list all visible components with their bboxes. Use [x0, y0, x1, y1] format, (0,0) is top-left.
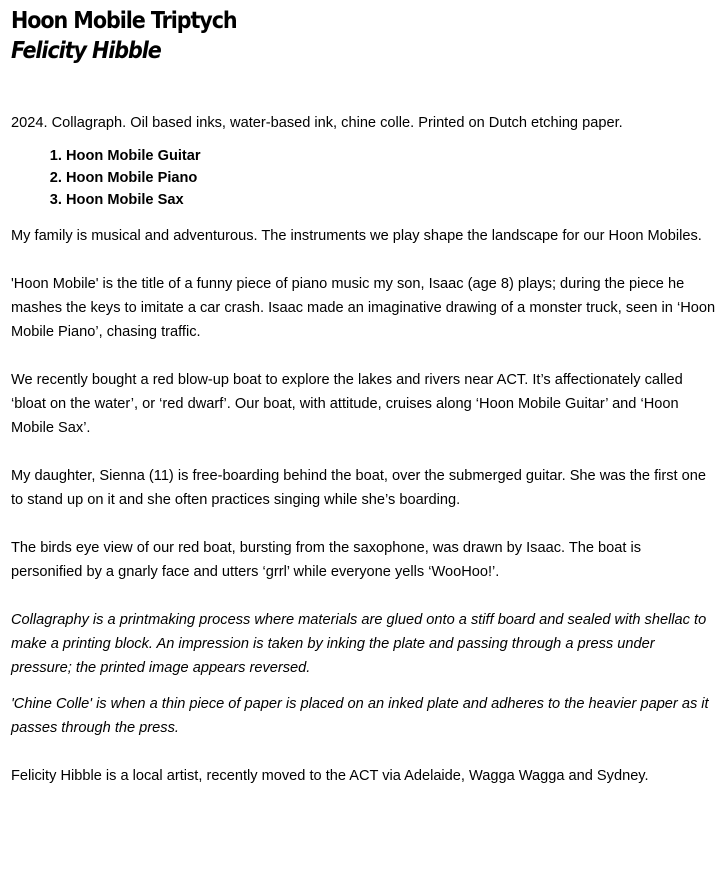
list-item-work-2: 2. Hoon Mobile Piano — [66, 167, 716, 189]
paragraph-red-boat: We recently bought a red blow-up boat to explore the lakes and rivers near ACT. It’s affectionately called ‘bloat on the water’, or ‘red dwarf’. Our boat, with attitude, cruises along ‘Hoon Mobile Guitar’ and ‘Hoon Mobile Sax’. — [11, 372, 683, 436]
works-list — [11, 145, 716, 211]
paragraph-family: My family is musical and adventurous. The instruments we play shape the landscape for our Hoon Mobiles. — [11, 228, 702, 244]
list-item-work-1: 1. Hoon Mobile Guitar — [66, 145, 716, 167]
list-item-work-3: 3. Hoon Mobile Sax — [66, 189, 716, 211]
note-chine-colle: 'Chine Colle' is when a thin piece of paper is placed on an inked plate and adheres to the heavier paper as it passes through the press. — [11, 696, 709, 736]
medium-description: 2024. Collagraph. Oil based inks, water-based ink, chine colle. Printed on Dutch etching paper. — [11, 115, 623, 131]
paragraph-birds-eye: The birds eye view of our red boat, bursting from the saxophone, was drawn by Isaac. The boat is personified by a gnarly face and utters ‘grrl’ while everyone yells ‘WooHoo!’. — [11, 540, 642, 580]
document-title: Hoon Mobile Triptych — [11, 8, 237, 34]
paragraph-hoon-mobile: 'Hoon Mobile' is the title of a funny piece of piano music my son, Isaac (age 8) plays; during the piece he mashes the keys to imitate a car crash. Isaac made an imaginative drawing of a monster truck, seen in ‘Hoon Mobile Piano’, chasing traffic. — [11, 276, 716, 340]
artist-bio: Felicity Hibble is a local artist, recently moved to the ACT via Adelaide, Wagga Wagga and Sydney. — [11, 768, 649, 784]
note-collagraphy: Collagraphy is a printmaking process where materials are glued onto a stiff board and sealed with shellac to make a printing block. An impression is taken by inking the plate and passing through a press under pressure; the printed image appears reversed. — [11, 612, 707, 676]
artist-name: Felicity Hibble — [11, 38, 161, 64]
document — [11, 6, 716, 788]
paragraph-daughter: My daughter, Sienna (11) is free-boarding behind the boat, over the submerged guitar. She was the first one to stand up on it and she often practices singing while she’s boarding. — [11, 468, 706, 508]
